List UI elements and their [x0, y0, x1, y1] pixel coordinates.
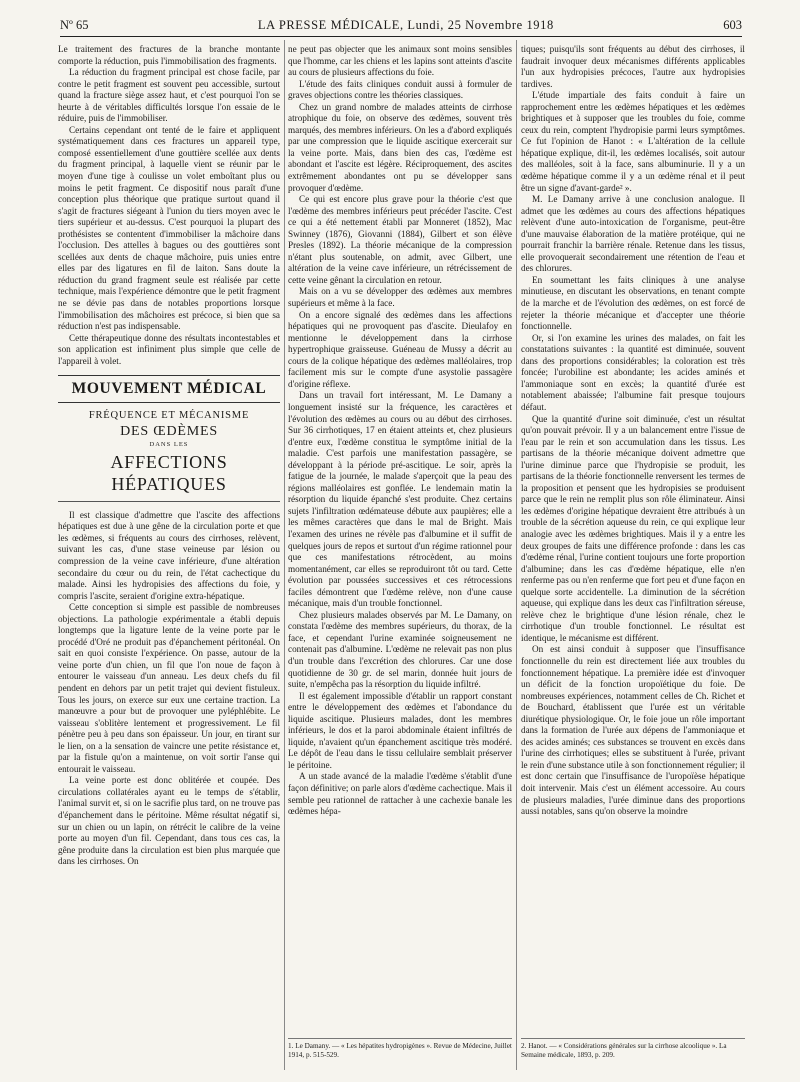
journal-title: LA PRESSE MÉDICALE, Lundi, 25 Novembre 1918: [257, 17, 554, 32]
paragraph: L'étude impartiale des faits conduit à faire un rapprochement entre les œdèmes hépatiques et les œdèmes brightiques et à supposer que les troubles du foie, comme ceux du rein, comptent l'hydropisie parmi leurs symptômes. Ce fut l'opinion de Hanot : « L'altération de la cellule hépatique explique, dit-il, les œdèmes localisés, soit autour des malléoles, soit à la face, sans albuminurie. Il y a un œdème hépatique comme il y a un œdème rénal et il peut être un signe d'avant-garde² ».: [521, 90, 745, 193]
footnote: 1. Le Damany. — « Les hépatites hydropigènes ». Revue de Médecine, Juillet 1914, p. 515-529.: [288, 1038, 512, 1059]
paragraph: Ce qui est encore plus grave pour la théorie c'est que l'œdème des membres inférieurs peut précéder l'ascite. C'est ce qui a été nettement établi par Monneret (1852), Mac Swinney (1876), Giovanni (1884), Gilbert et son élève Presles (1892). La théorie mécanique de la compression n'étant plus soutenable, on admit, avec Gilbert, une altération de la veine cave inférieure, un rétrécissement de cette veine gênant la circulation en retour.: [288, 194, 512, 285]
paragraph: Il est classique d'admettre que l'ascite des affections hépatiques est due à une gêne de la circulation porte et que les œdèmes, si fréquents au cours des cirrhoses, relèvent, suivant les cas, d'une stase veineuse par lésion ou compression de la veine cave inférieure, d'une altération secondaire du cœur ou du rein, de l'état cachectique du malade. Ainsi les hydropisies des affections du foie, y compris l'ascite, seraient d'origine extra-hépatique.: [58, 509, 280, 601]
article-subtitle: DANS LES: [149, 441, 189, 449]
issue-number: Nº 65: [60, 17, 89, 32]
section-title: MOUVEMENT MÉDICAL: [58, 375, 280, 402]
paragraph: Il est également impossible d'établir un rapport constant entre le développement des œdèmes et l'abondance du liquide ascitique. Plusieurs malades, dont les membres inférieurs, le dos et la paroi abdominale étaient infiltrés de liquide, n'avaient qu'un épanchement ascitique très modéré. Le dépôt de l'eau dans le tissu cellulaire semblait préserver le péritoine.: [288, 690, 512, 770]
paragraph: L'étude des faits cliniques conduit aussi à formuler de graves objections contre les théories classiques.: [288, 78, 512, 101]
column-2: [288, 44, 512, 818]
article-title: AFFECTIONS HÉPATIQUES: [58, 451, 280, 502]
paragraph: Cette conception si simple est passible de nombreuses objections. La pathologie expérimentale a établi depuis longtemps que la ligature lente de la veine porte par le procédé d'Oré ne produit pas d'épanchement péritonéal. On sait en quoi consiste l'expérience. On passe, autour de la veine porte d'un chien, un fil que l'on noue de façon à entourer le vaisseau d'un anneau. Les deux chefs du fil pendent en dehors par un petit trajet qui devient fistuleux. Tous les jours, on exerce sur eux une certaine traction. La manœuvre a pour but de provoquer une pyléphlébite. Le vaisseau s'oblitère lentement et progressivement. Le fil pénètre peu à peu dans son épaisseur. Un jour, en tirant sur le lien, on a la sensation de vaincre une petite résistance et, par la fistule qu'on a maintenue, on voit sortir l'anse qui entourait le vaisseau.: [58, 602, 280, 774]
footnote: 2. Hanot. — « Considérations générales sur la cirrhose alcoolique ». La Semaine médicale, 1893, p. 209.: [521, 1038, 745, 1059]
paragraph: M. Le Damany arrive à une conclusion analogue. Il admet que les œdèmes au cours des affections hépatiques relèvent d'une auto-intoxication de l'organisme, peut-être d'une mauvaise élaboration de la matière protéique, qui ne pourrait franchir la barrière rénale. Retenue dans les tissus, elle provoquerait secondairement une rétention de l'eau et des chlorures.: [521, 194, 745, 274]
article-subtitle: DES ŒDÈMES: [120, 423, 218, 439]
column-rule: [516, 40, 517, 1070]
page-header: [60, 14, 742, 37]
paragraph: Que la quantité d'urine soit diminuée, c'est un résultat qu'on pouvait prévoir. Il y a un balancement entre l'issue de l'eau par le rein et son accumulation dans les tissus. Les partisans de la théorie mécanique doivent admettre que l'urine diminue parce que l'hydropisie se produit, les partisans de la théorie fonctionnelle renversent les termes de la proposition et pensent que les hydropisies se produisent parce que le rein ne remplit plus son rôle éliminateur. Ainsi les œdèmes d'origine hépatique devraient être attribués à un trouble de la sécrétion aqueuse du rein, ce qui explique leur analogie avec les œdèmes brightiques. Mais il y a entre les deux groupes de faits une différence profonde : dans les cas d'œdème rénal, l'urine contient toujours une forte proportion d'albumine; dans les cas d'œdème hépatique, elle n'en renferme pas ou n'en renferme que fort peu et d'une façon en quelque sorte accidentelle. La diminution de la sécrétion aqueuse, qui explique dans les deux cas l'infiltration séreuse, relève chez le brightique d'une lésion rénale, chez le cirrhotique d'un trouble fonctionnel. Le résultat est identique, le mécanisme est différent.: [521, 413, 745, 643]
column-1: [58, 44, 280, 868]
paragraph: Chez un grand nombre de malades atteints de cirrhose atrophique du foie, on observe des œdèmes, souvent très marqués, des membres inférieurs. On les a d'abord expliqués par une compression que le liquide ascitique exercerait sur la veine porte. Mais, dans bien des cas, l'œdème est abondant et l'ascite est légère. Réciproquement, des ascites extrêmement abondantes ont pu se développer sans provoquer d'œdème.: [288, 101, 512, 193]
paragraph: La réduction du fragment principal est chose facile, par contre le petit fragment est souvent peu accessible, surtout quand la fracture siège assez haut, et c'est pourquoi l'on se heurte à de véritables difficultés lorsque l'on essaie de le réduire, puis de l'immobiliser.: [58, 67, 280, 124]
paragraph: En soumettant les faits cliniques à une analyse minutieuse, en discutant les observations, en tenant compte de la marche et de l'évolution des œdèmes, on est forcé de rejeter la théorie mécanique et d'accepter une théorie fonctionnelle.: [521, 274, 745, 332]
paragraph: Dans un travail fort intéressant, M. Le Damany a longuement insisté sur la fréquence, les caractères et l'évolution des œdèmes au cours ou au début des cirrhoses. Sur 36 cirrhotiques, 17 en étaient atteints et, chez plusieurs d'entre eux, l'œdème constitua le symptôme initial de la maladie. C'est parfois une manifestation passagère, se développant à la période pré-ascitique. Le soir, après la fatigue de la journée, le malade s'aperçoit que la peau des régions malléolaires est gonflée. Le lendemain matin la résorption du liquide épanché s'est produite. Chez certains sujets l'infiltration œdémateuse débute aux paupières; elle a les mêmes caractères que dans le mal de Bright. Mais l'examen des urines ne révèle pas d'albumine et il suffit de quelques jours de repos et surtout d'un régime rationnel pour que ces manifestations rétrocèdent, au moins momentanément, car elles se reproduiront tôt ou tard. Cette évolution par poussées successives et ces rétrocessions faciles démontrent que l'œdème relève, non d'une cause mécanique, mais d'un trouble fonctionnel.: [288, 390, 512, 609]
paragraph: Chez plusieurs malades observés par M. Le Damany, on constata l'œdème des membres supérieurs, du thorax, de la face, et cependant l'urine examinée soigneusement ne contenait pas d'albumine. L'œdème ne relevait pas non plus d'un trouble dans l'excrétion des chlorures. Car une dose quotidienne de 30 gr. de sel marin, donnée huit jours de suite, n'empêcha pas la résorption du liquide infiltré.: [288, 609, 512, 690]
paragraph: Or, si l'on examine les urines des malades, on fait les constatations suivantes : la quantité est diminuée, souvent dans des proportions considérables; la coloration est très foncée; l'urobiline est abondante; les acides aminés et l'ammoniaque sont en excès; la quantité d'urée est notablement abaissée; l'albumine fait presque toujours défaut.: [521, 332, 745, 412]
column-rule: [284, 40, 285, 1070]
paragraph: Mais on a vu se développer des œdèmes aux membres supérieurs et même à la face.: [288, 286, 512, 309]
article-subtitle: FRÉQUENCE ET MÉCANISME: [88, 409, 250, 421]
paragraph: On a encore signalé des œdèmes dans les affections hépatiques qui ne provoquent pas d'ascite. Dieulafoy en mentionne le développement dans la cirrhose hypertrophique graisseuse. Guéneau de Mussy a décrit au cours de la colique hépatique des œdèmes malléolaires, trop facilement mis sur le compte d'une asystolie passagère d'origine réflexe.: [288, 309, 512, 389]
paragraph: A un stade avancé de la maladie l'œdème s'établit d'une façon définitive; on parle alors d'œdème cachectique. Mais il semble peu rationnel de rattacher à une cachexie banale les œdèmes hépa-: [288, 771, 512, 817]
paragraph: Certains cependant ont tenté de le faire et appliquent systématiquement dans ces fractures un appareil type, composé essentiellement d'une gouttière scellée aux dents du fragment principal, à laquelle vient se réunir par le moyen d'une tige à coulisse un volet emboîtant plus ou moins le petit fragment. Ce dispositif nous paraît d'une conception plus théorique que pratique surtout quand il s'agit de fractures siégeant à l'union du tiers moyen avec le tiers supérieur et au-dessus. C'est pourquoi la plupart des prothésistes se contentent d'immobiliser la mâchoire dans l'occlusion. Des attelles à bagues ou des gouttières sont scellées aux dents de chaque mâchoire, puis unies entre elles par des ligatures en fil de laiton. Sans doute la réduction du grand fragment seule est réalisée par cette technique, mais l'expérience démontre que le petit fragment ne se dévie pas dans de notables proportions lorsque l'immobilisation des mâchoires est précoce, si bien que sa réduction n'est pas indispensable.: [58, 124, 280, 332]
paragraph: On est ainsi conduit à supposer que l'insuffisance fonctionnelle du rein est directement liée aux troubles du fonctionnement hépatique. La première idée est d'invoquer un déficit de la fonction uropoïétique du foie. De nombreuses expériences, notamment celles de Ch. Richet et de Bouchard, établissent que l'urée est un véritable diurétique physiologique. Or, le foie joue un rôle important dans la formation de l'urée aux dépens de l'ammoniaque et des acides aminés; ces substances se trouvent en excès dans l'urine des cirrhotiques; elles se substituent à l'urée, privant le rein d'une substance utile à son fonctionnement régulier; il est donc certain que l'insuffisance de l'uropoïèse hépatique doit intervenir. Mais c'est un élément accessoire. Au cours de plusieurs maladies, l'urée diminue dans des proportions aussi notables, sans qu'on observe la moindre: [521, 644, 745, 817]
column-3: [521, 44, 745, 818]
paragraph: Cette thérapeutique donne des résultats incontestables et son application est infiniment plus simple que celle de l'appareil à volet.: [58, 332, 280, 366]
paragraph: Le traitement des fractures de la branche montante comporte la réduction, puis l'immobilisation des fragments.: [58, 44, 280, 66]
paragraph: tiques; puisqu'ils sont fréquents au début des cirrhoses, il faudrait invoquer deux mécanismes différents applicables l'un aux hydropisies précoces, l'autre aux hydropisies tardives.: [521, 44, 745, 89]
page-number: 603: [723, 17, 742, 32]
paragraph: ne peut pas objecter que les animaux sont moins sensibles que l'homme, car les chiens et les lapins sont atteints d'ascite au cours de plusieurs affections du foie.: [288, 44, 512, 78]
paragraph: La veine porte est donc oblitérée et coupée. Des circulations collatérales ayant eu le temps de s'établir, l'animal survit et, si on le sacrifie plus tard, on ne trouve pas d'épanchement dans le péritoine. Même résultat négatif si, sur un chien ou un lapin, on rétrécit le calibre de la veine porte au moyen d'un fil. Cependant, dans tous ces cas, la gêne produite dans la circulation est bien plus marquée que dans les cirrhoses. On: [58, 775, 280, 867]
